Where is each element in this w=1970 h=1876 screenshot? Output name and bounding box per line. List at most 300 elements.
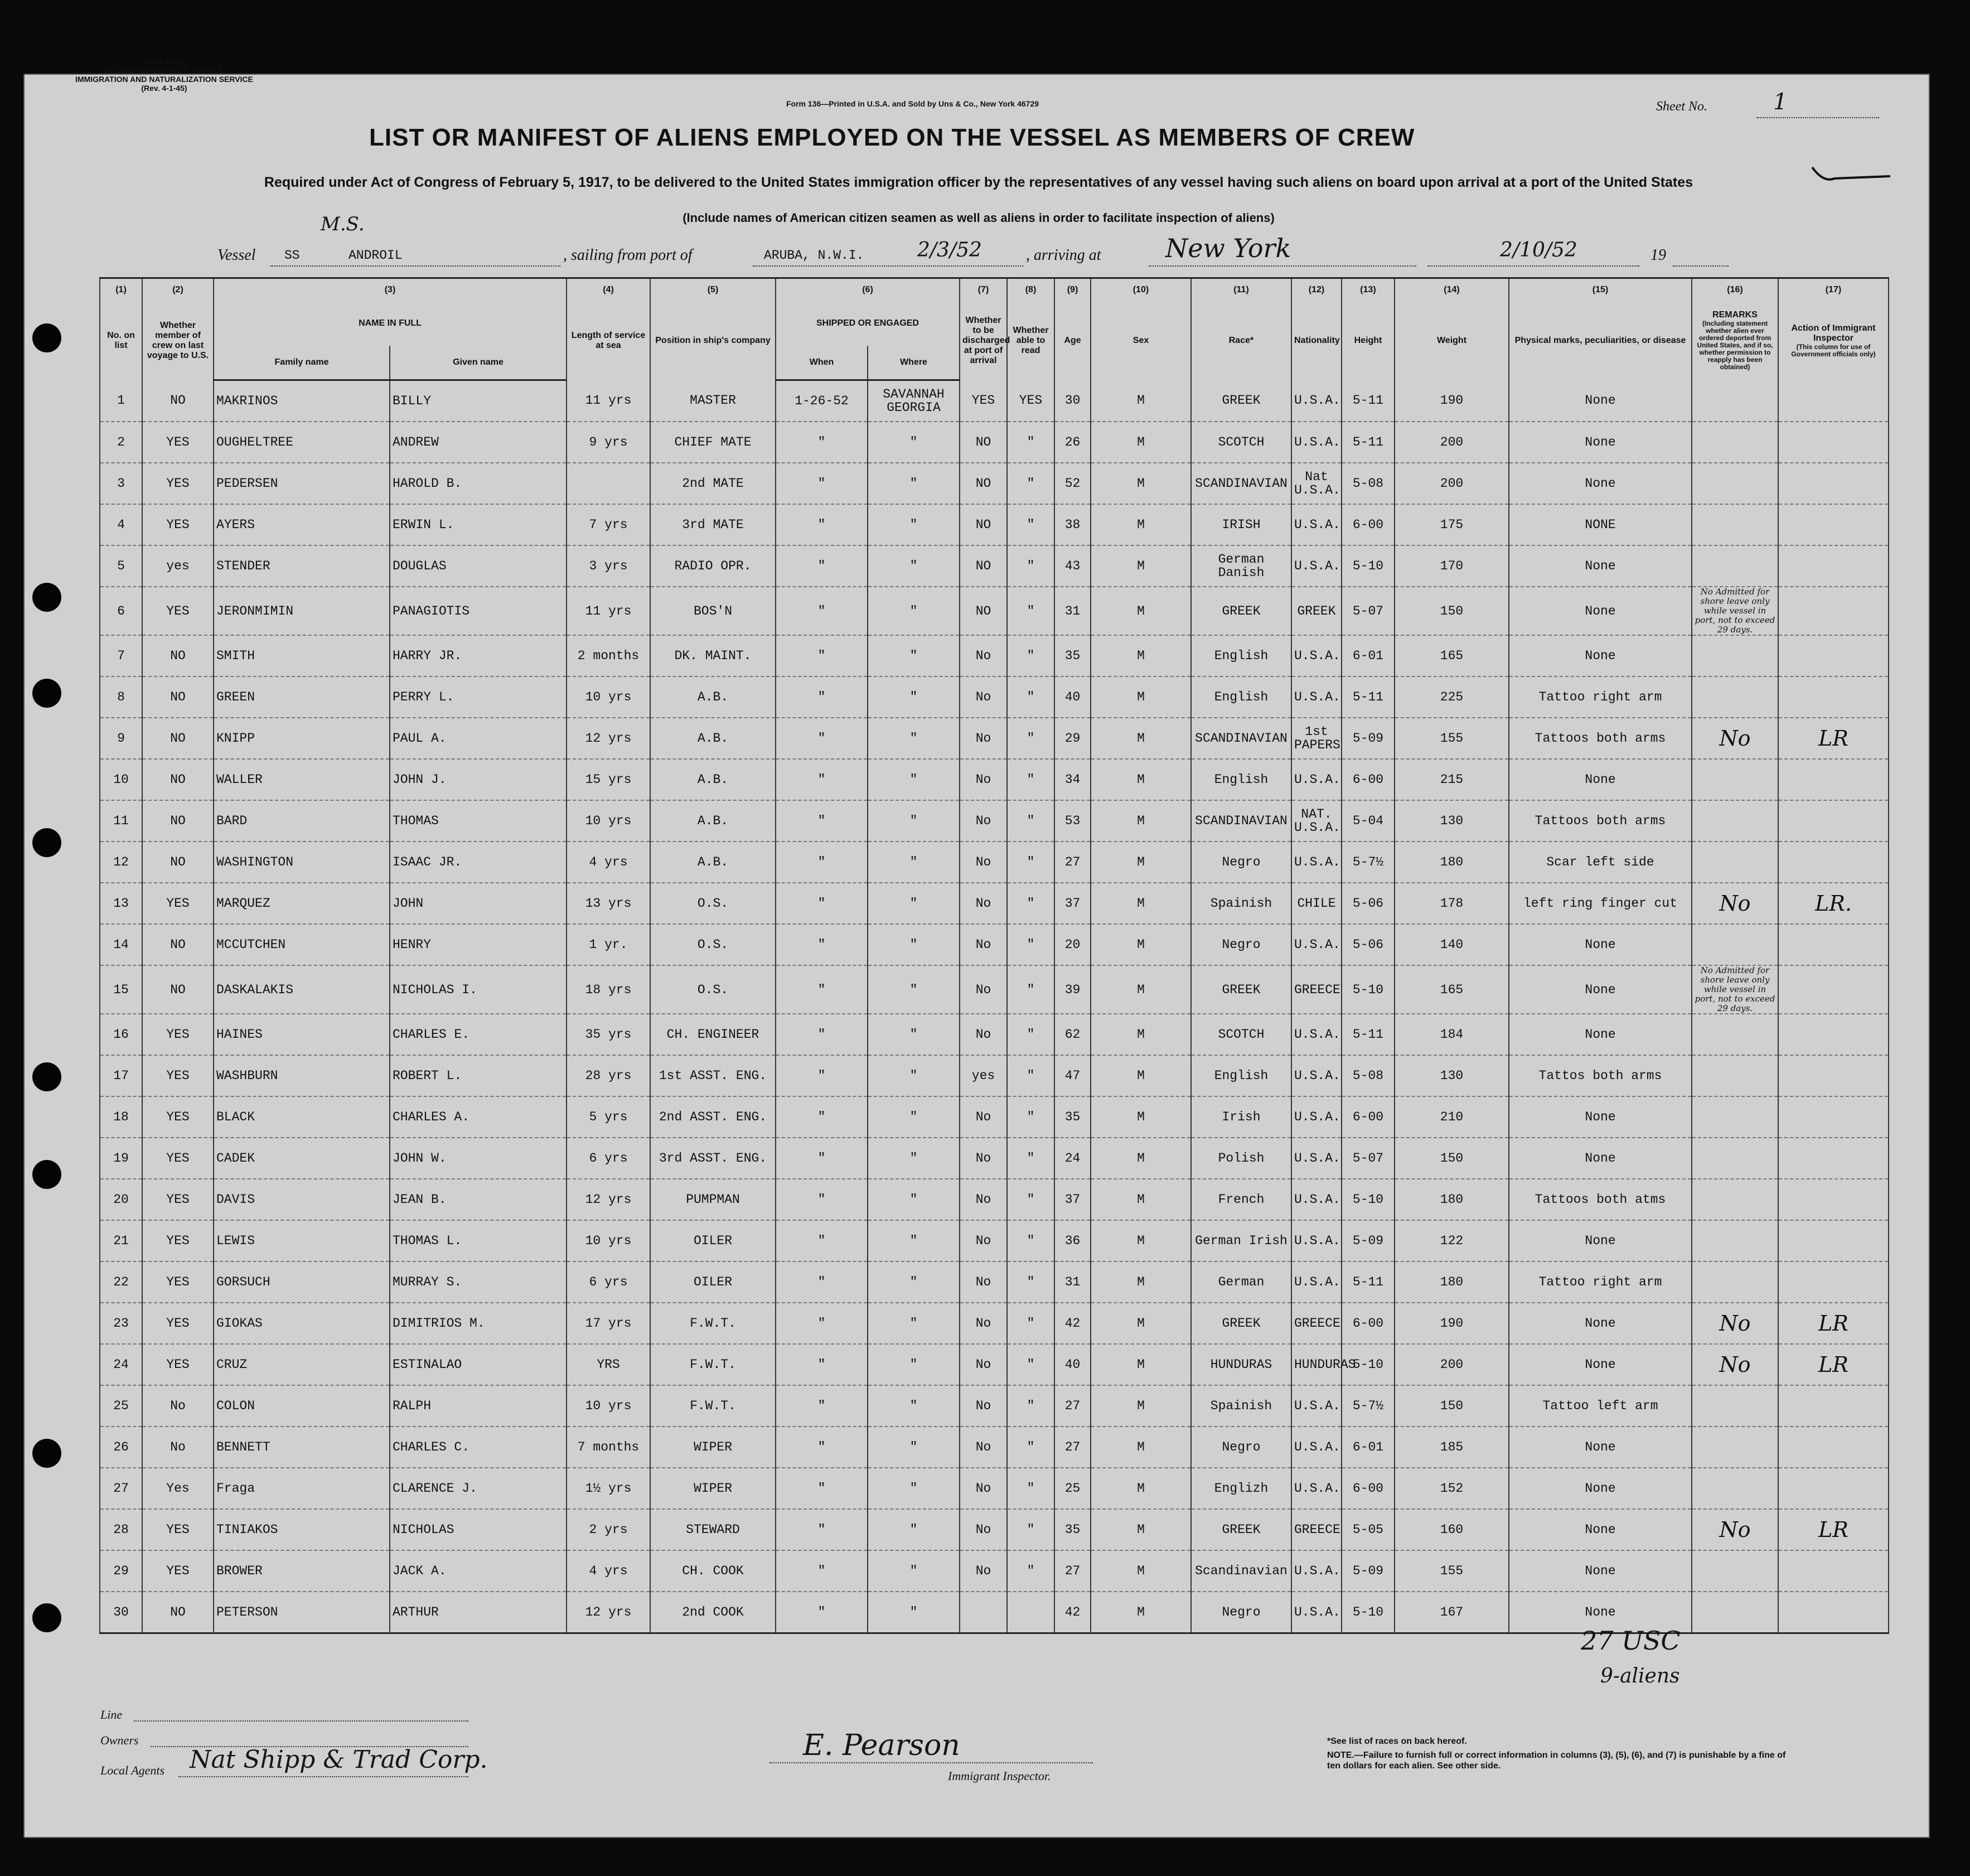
sex: M: [1091, 1014, 1191, 1055]
family-name: MARQUEZ: [214, 883, 390, 924]
race: German Danish: [1191, 545, 1291, 587]
prev-voyage: YES: [142, 883, 214, 924]
sailing-date: 2/3/52: [917, 239, 982, 262]
inspector-action: [1778, 1427, 1889, 1468]
height: 5-06: [1342, 924, 1395, 965]
service-length: 15 yrs: [567, 759, 650, 800]
crew-table: [99, 277, 1889, 1634]
col-num-15: (15): [1509, 278, 1692, 302]
family-name: WASHBURN: [214, 1055, 390, 1096]
sex: M: [1091, 545, 1191, 587]
physical-marks: None: [1509, 380, 1692, 422]
race: HUNDURAS: [1191, 1344, 1291, 1385]
col-header-remarks: [1692, 301, 1778, 380]
row-number: 20: [100, 1179, 142, 1220]
inspector-action: LR: [1778, 1509, 1889, 1550]
given-name: JEAN B.: [390, 1179, 567, 1220]
remarks-title: REMARKS: [1712, 310, 1758, 320]
col-header-no: No. on list: [100, 301, 142, 380]
nationality: U.S.A.: [1291, 1179, 1342, 1220]
row-number: 24: [100, 1344, 142, 1385]
race: GREEK: [1191, 965, 1291, 1014]
weight: 152: [1395, 1468, 1509, 1509]
age: 53: [1054, 800, 1091, 842]
age: 25: [1054, 1468, 1091, 1509]
discharged: No: [960, 1385, 1007, 1427]
given-name: HARRY JR.: [390, 635, 567, 676]
table-row: [100, 718, 1889, 759]
vessel-name: ANDROIL: [348, 248, 403, 263]
remarks: [1692, 1550, 1778, 1592]
shipped-where: ": [868, 463, 960, 504]
shipped-where: ": [868, 1592, 960, 1633]
year-label: 19: [1650, 246, 1666, 264]
physical-marks: None: [1509, 463, 1692, 504]
able-to-read: ": [1007, 1096, 1054, 1138]
age: 34: [1054, 759, 1091, 800]
family-name: DAVIS: [214, 1179, 390, 1220]
table-row: [100, 463, 1889, 504]
discharged: No: [960, 1220, 1007, 1261]
weight: 190: [1395, 1303, 1509, 1344]
prev-voyage: YES: [142, 1220, 214, 1261]
col-num-14: (14): [1395, 278, 1509, 302]
shipped-when: ": [776, 965, 868, 1014]
shipped-where: ": [868, 1550, 960, 1592]
physical-marks: Tattoos both atms: [1509, 1179, 1692, 1220]
prev-voyage: YES: [142, 1055, 214, 1096]
physical-marks: Tattoo right arm: [1509, 676, 1692, 718]
sex: M: [1091, 463, 1191, 504]
sailing-underline: [753, 265, 1023, 267]
family-name: KNIPP: [214, 718, 390, 759]
shipped-when: ": [776, 1014, 868, 1055]
nationality: U.S.A.: [1291, 380, 1342, 422]
able-to-read: ": [1007, 676, 1054, 718]
given-name: NICHOLAS: [390, 1509, 567, 1550]
remarks: No: [1692, 1509, 1778, 1550]
shipped-when: ": [776, 463, 868, 504]
binder-hole: [32, 679, 61, 708]
col-header-age: Age: [1054, 301, 1091, 380]
inspector-action: LR: [1778, 718, 1889, 759]
inspector-action: [1778, 1220, 1889, 1261]
remarks: No Admitted for shore leave only while vessel in port, not to exceed 29 days.: [1692, 965, 1778, 1014]
physical-marks: None: [1509, 1509, 1692, 1550]
row-number: 6: [100, 587, 142, 635]
shipped-when: ": [776, 883, 868, 924]
table-row: [100, 422, 1889, 463]
given-name: BILLY: [390, 380, 567, 422]
position: 2nd COOK: [650, 1592, 776, 1633]
race: SCANDINAVIAN: [1191, 463, 1291, 504]
col-header-height: Height: [1342, 301, 1395, 380]
vessel-prefix-handwritten: M.S.: [321, 213, 365, 235]
age: 62: [1054, 1014, 1091, 1055]
position: O.S.: [650, 965, 776, 1014]
page-note: (Include names of American citizen seamen as well as aliens in order to facilitate inspection of aliens): [683, 211, 1275, 225]
remarks: [1692, 545, 1778, 587]
sheet-number: 1: [1773, 89, 1788, 115]
family-name: MCCUTCHEN: [214, 924, 390, 965]
able-to-read: ": [1007, 463, 1054, 504]
height: 6-00: [1342, 1468, 1395, 1509]
line-label: Line: [100, 1708, 123, 1722]
weight: 200: [1395, 1344, 1509, 1385]
remarks: [1692, 842, 1778, 883]
sex: M: [1091, 965, 1191, 1014]
nationality: U.S.A.: [1291, 1592, 1342, 1633]
age: 37: [1054, 1179, 1091, 1220]
nationality: U.S.A.: [1291, 1427, 1342, 1468]
weight: 165: [1395, 635, 1509, 676]
prev-voyage: YES: [142, 504, 214, 545]
prev-voyage: NO: [142, 676, 214, 718]
family-name: CRUZ: [214, 1344, 390, 1385]
physical-marks: Tattoos both arms: [1509, 718, 1692, 759]
sex: M: [1091, 718, 1191, 759]
height: 5-07: [1342, 587, 1395, 635]
prev-voyage: NO: [142, 1592, 214, 1633]
race: Negro: [1191, 924, 1291, 965]
nationality: U.S.A.: [1291, 924, 1342, 965]
sex: M: [1091, 924, 1191, 965]
service-length: 12 yrs: [567, 718, 650, 759]
discharged: No: [960, 759, 1007, 800]
discharged: No: [960, 1096, 1007, 1138]
shipped-when: ": [776, 1055, 868, 1096]
col-num-8: (8): [1007, 278, 1054, 302]
physical-marks: None: [1509, 1550, 1692, 1592]
height: 5-08: [1342, 1055, 1395, 1096]
height: 5-10: [1342, 1592, 1395, 1633]
given-name: HAROLD B.: [390, 463, 567, 504]
shipped-when: ": [776, 676, 868, 718]
height: 5-04: [1342, 800, 1395, 842]
row-number: 18: [100, 1096, 142, 1138]
sex: M: [1091, 759, 1191, 800]
shipped-when: ": [776, 1385, 868, 1427]
service-length: 12 yrs: [567, 1179, 650, 1220]
shipped-where: ": [868, 883, 960, 924]
service-length: 2 months: [567, 635, 650, 676]
inspector-action: [1778, 800, 1889, 842]
position: O.S.: [650, 924, 776, 965]
shipped-when: ": [776, 924, 868, 965]
shipped-where: ": [868, 1096, 960, 1138]
inspector-action: [1778, 635, 1889, 676]
nationality: U.S.A.: [1291, 504, 1342, 545]
inspector-action: [1778, 463, 1889, 504]
family-name: OUGHELTREE: [214, 422, 390, 463]
age: 27: [1054, 1427, 1091, 1468]
height: 6-00: [1342, 504, 1395, 545]
remarks: [1692, 1220, 1778, 1261]
prev-voyage: YES: [142, 1261, 214, 1303]
sex: M: [1091, 1344, 1191, 1385]
prev-voyage: YES: [142, 422, 214, 463]
inspector-action: [1778, 422, 1889, 463]
shipped-when: ": [776, 1096, 868, 1138]
arriving-date-underline: [1427, 265, 1639, 267]
service-length: 10 yrs: [567, 1385, 650, 1427]
height: 5-09: [1342, 718, 1395, 759]
race: Negro: [1191, 1592, 1291, 1633]
age: 42: [1054, 1592, 1091, 1633]
service-length: 28 yrs: [567, 1055, 650, 1096]
shipped-where: ": [868, 718, 960, 759]
col-header-discharged: Whether to be discharged at port of arrival: [960, 301, 1007, 380]
position: 3rd ASST. ENG.: [650, 1138, 776, 1179]
race: Negro: [1191, 1427, 1291, 1468]
family-name: COLON: [214, 1385, 390, 1427]
race: IRISH: [1191, 504, 1291, 545]
service-length: 4 yrs: [567, 1550, 650, 1592]
shipped-when: ": [776, 504, 868, 545]
col-header-shipped: SHIPPED OR ENGAGED: [776, 301, 960, 346]
height: 5-7½: [1342, 842, 1395, 883]
shipped-when: ": [776, 718, 868, 759]
race: English: [1191, 635, 1291, 676]
discharged: NO: [960, 545, 1007, 587]
binder-hole: [32, 828, 61, 857]
row-number: 21: [100, 1220, 142, 1261]
nationality: U.S.A.: [1291, 1220, 1342, 1261]
given-name: ANDREW: [390, 422, 567, 463]
table-row: [100, 1468, 1889, 1509]
able-to-read: ": [1007, 924, 1054, 965]
able-to-read: ": [1007, 883, 1054, 924]
nationality: GREECE: [1291, 1303, 1342, 1344]
row-number: 29: [100, 1550, 142, 1592]
races-note: *See list of races on back hereof.: [1327, 1737, 1467, 1746]
weight: 175: [1395, 504, 1509, 545]
age: 20: [1054, 924, 1091, 965]
nationality: U.S.A.: [1291, 1468, 1342, 1509]
sex: M: [1091, 676, 1191, 718]
physical-marks: Scar left side: [1509, 842, 1692, 883]
position: WIPER: [650, 1427, 776, 1468]
row-number: 23: [100, 1303, 142, 1344]
sailing-port: ARUBA, N.W.I.: [764, 248, 864, 263]
prev-voyage: NO: [142, 718, 214, 759]
physical-marks: Tattoo left arm: [1509, 1385, 1692, 1427]
weight: 150: [1395, 1138, 1509, 1179]
position: F.W.T.: [650, 1344, 776, 1385]
shipped-when: ": [776, 1344, 868, 1385]
sex: M: [1091, 1427, 1191, 1468]
shipped-when: ": [776, 1427, 868, 1468]
shipped-where: ": [868, 800, 960, 842]
action-subtitle: (This column for use of Government officials only): [1791, 342, 1876, 358]
given-name: CHARLES A.: [390, 1096, 567, 1138]
discharged: No: [960, 800, 1007, 842]
inspector-action: [1778, 1592, 1889, 1633]
race: Irish: [1191, 1096, 1291, 1138]
service-length: 10 yrs: [567, 676, 650, 718]
age: 35: [1054, 635, 1091, 676]
discharged: No: [960, 1468, 1007, 1509]
sex: M: [1091, 587, 1191, 635]
sex: M: [1091, 1261, 1191, 1303]
row-number: 17: [100, 1055, 142, 1096]
race: Polish: [1191, 1138, 1291, 1179]
weight: 185: [1395, 1427, 1509, 1468]
table-row: [100, 1055, 1889, 1096]
shipped-when: ": [776, 1220, 868, 1261]
able-to-read: [1007, 1592, 1054, 1633]
shipped-when: ": [776, 1468, 868, 1509]
nationality: CHILE: [1291, 883, 1342, 924]
remarks: No: [1692, 1303, 1778, 1344]
inspector-action: LR.: [1778, 883, 1889, 924]
discharged: No: [960, 842, 1007, 883]
vessel-underline: [270, 265, 560, 267]
family-name: LEWIS: [214, 1220, 390, 1261]
race: SCANDINAVIAN: [1191, 800, 1291, 842]
row-number: 1: [100, 380, 142, 422]
race: GREEK: [1191, 1303, 1291, 1344]
height: 5-07: [1342, 1138, 1395, 1179]
prev-voyage: NO: [142, 635, 214, 676]
family-name: GREEN: [214, 676, 390, 718]
given-name: DIMITRIOS M.: [390, 1303, 567, 1344]
col-header-position: Position in ship's company: [650, 301, 776, 380]
weight: 150: [1395, 1385, 1509, 1427]
table-row: [100, 1509, 1889, 1550]
discharged: No: [960, 1344, 1007, 1385]
height: 5-11: [1342, 422, 1395, 463]
race: Negro: [1191, 842, 1291, 883]
height: 5-06: [1342, 883, 1395, 924]
age: 35: [1054, 1096, 1091, 1138]
nationality: Nat U.S.A.: [1291, 463, 1342, 504]
age: 24: [1054, 1138, 1091, 1179]
table-row: [100, 800, 1889, 842]
remarks: [1692, 380, 1778, 422]
remarks: No: [1692, 718, 1778, 759]
table-row: [100, 883, 1889, 924]
year-underline: [1673, 265, 1729, 267]
inspector-action: [1778, 1096, 1889, 1138]
table-row: [100, 1220, 1889, 1261]
able-to-read: ": [1007, 504, 1054, 545]
nationality: U.S.A.: [1291, 1055, 1342, 1096]
prev-voyage: NO: [142, 380, 214, 422]
weight: 178: [1395, 883, 1509, 924]
age: 27: [1054, 1385, 1091, 1427]
sex: M: [1091, 1055, 1191, 1096]
col-header-given-name: Given name: [390, 346, 567, 380]
family-name: BARD: [214, 800, 390, 842]
arriving-date: 2/10/52: [1500, 239, 1577, 262]
prev-voyage: NO: [142, 842, 214, 883]
discharged: No: [960, 883, 1007, 924]
table-row: [100, 842, 1889, 883]
table-row: [100, 1138, 1889, 1179]
able-to-read: ": [1007, 1179, 1054, 1220]
able-to-read: ": [1007, 1261, 1054, 1303]
nationality: 1st PAPERS: [1291, 718, 1342, 759]
sex: M: [1091, 380, 1191, 422]
service-length: 2 yrs: [567, 1509, 650, 1550]
age: 40: [1054, 676, 1091, 718]
age: 37: [1054, 883, 1091, 924]
age: 27: [1054, 1550, 1091, 1592]
height: 5-10: [1342, 1344, 1395, 1385]
discharged: No: [960, 1179, 1007, 1220]
position: A.B.: [650, 718, 776, 759]
nationality: U.S.A.: [1291, 635, 1342, 676]
shipped-when: ": [776, 1592, 868, 1633]
inspector-action: [1778, 1468, 1889, 1509]
able-to-read: ": [1007, 545, 1054, 587]
discharged: No: [960, 1550, 1007, 1592]
sheet-label: Sheet No.: [1656, 99, 1707, 114]
given-name: PAUL A.: [390, 718, 567, 759]
race: French: [1191, 1179, 1291, 1220]
shipped-where: SAVANNAH GEORGIA: [868, 380, 960, 422]
able-to-read: ": [1007, 759, 1054, 800]
height: 5-10: [1342, 1179, 1395, 1220]
shipped-where: ": [868, 1138, 960, 1179]
printer-note: Form 136—Printed in U.S.A. and Sold by Uns & Co., New York 46729: [786, 99, 1039, 108]
col-num-6: (6): [776, 278, 960, 302]
sex: M: [1091, 1138, 1191, 1179]
position: F.W.T.: [650, 1385, 776, 1427]
table-row: [100, 924, 1889, 965]
weight: 155: [1395, 718, 1509, 759]
shipped-when: ": [776, 1509, 868, 1550]
page-title: LIST OR MANIFEST OF ALIENS EMPLOYED ON THE VESSEL AS MEMBERS OF CREW: [369, 124, 1415, 151]
weight: 200: [1395, 463, 1509, 504]
row-number: 7: [100, 635, 142, 676]
physical-marks: NONE: [1509, 504, 1692, 545]
remarks-subtitle: (Including statement whether alien ever ordered deported from United States, and if so, whether permission to reapply has been obtained): [1697, 320, 1773, 371]
able-to-read: ": [1007, 587, 1054, 635]
prev-voyage: YES: [142, 587, 214, 635]
agents-label: Local Agents: [100, 1763, 165, 1777]
prev-voyage: YES: [142, 1014, 214, 1055]
age: 27: [1054, 842, 1091, 883]
table-row: [100, 1385, 1889, 1427]
height: 5-10: [1342, 545, 1395, 587]
shipped-where: ": [868, 1427, 960, 1468]
service-length: YRS: [567, 1344, 650, 1385]
discharged: [960, 1592, 1007, 1633]
col-header-action: [1778, 301, 1889, 380]
given-name: ARTHUR: [390, 1592, 567, 1633]
col-num-13: (13): [1342, 278, 1395, 302]
sex: M: [1091, 1592, 1191, 1633]
table-row: [100, 965, 1889, 1014]
race: GREEK: [1191, 1509, 1291, 1550]
col-num-11: (11): [1191, 278, 1291, 302]
remarks: [1692, 1468, 1778, 1509]
given-name: JOHN W.: [390, 1138, 567, 1179]
prev-voyage: NO: [142, 965, 214, 1014]
height: 5-08: [1342, 463, 1395, 504]
shipped-where: ": [868, 1261, 960, 1303]
given-name: ERWIN L.: [390, 504, 567, 545]
service-length: 35 yrs: [567, 1014, 650, 1055]
nationality: GREECE: [1291, 965, 1342, 1014]
table-row: [100, 635, 1889, 676]
discharged: NO: [960, 422, 1007, 463]
binder-hole: [32, 1603, 61, 1632]
prev-voyage: YES: [142, 1509, 214, 1550]
inspector-label: Immigrant Inspector.: [948, 1769, 1051, 1783]
